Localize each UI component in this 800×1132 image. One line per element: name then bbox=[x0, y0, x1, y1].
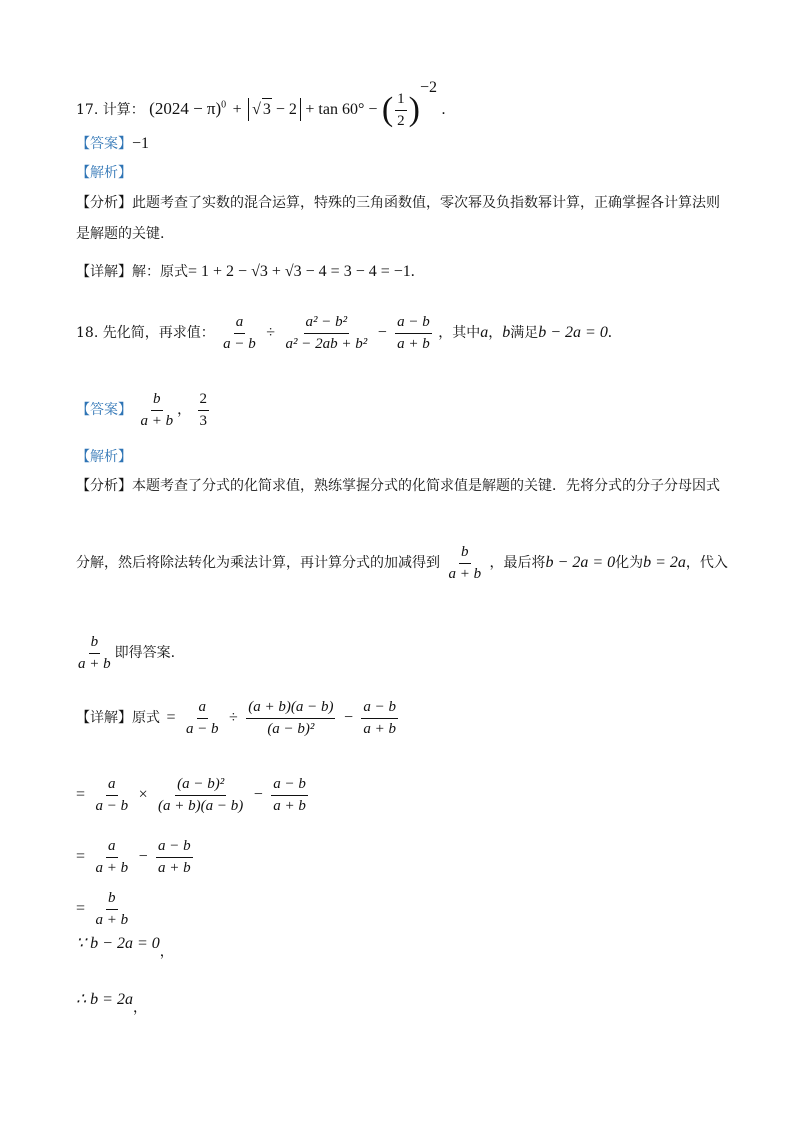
q17-detail: 【详解】解：原式= 1 + 2 − √3 + √3 − 4 = 3 − 4 = −1. bbox=[76, 263, 415, 280]
q18-step3: = $\frac{a}{a + b}$ − $\frac{a - b}{a + b}$ bbox=[76, 837, 191, 876]
q18-analysis-end: $\frac{b}{a + b}$ 即得答案. bbox=[78, 633, 176, 672]
q18-frac3: $\frac{a - b}{a + b}$ bbox=[397, 313, 430, 352]
q17-label: 17. 计算： bbox=[76, 102, 145, 118]
q18-because: ∵ b − 2a = 0， bbox=[76, 935, 174, 960]
q17-plus1: + bbox=[232, 101, 242, 118]
q17-abs: √ 3 − 2 bbox=[248, 98, 301, 121]
q17-analysis-cont: 是解题的关键. bbox=[76, 226, 165, 242]
q17-tan: + tan 60° − bbox=[305, 101, 378, 118]
q18-detail: 【详解】原式 = $\frac{a}{a - b}$ ÷ $\frac{(a + b)(a - b)}{\text{(a − b)²}}$ − $\frac{a - b}{a + b}$ bbox=[76, 698, 397, 737]
q17-answer bbox=[76, 134, 149, 154]
q18-therefore: ∴ b = 2a， bbox=[76, 991, 147, 1016]
q18-frac1: $\frac{a}{a - b}$ bbox=[223, 313, 256, 352]
q17-analysis: 【分析】此题考查了实数的混合运算，特殊的三角函数值，零次幂及负指数幂计算，正确掌握各计算法则 bbox=[76, 195, 720, 211]
q18-answer: 【答案】 $\frac{b}{a + b}$ ， $\frac{2}{3}$ bbox=[76, 390, 208, 429]
q18-step2: = $\frac{a}{a - b}$ × $\frac{\text{(a − b)²}}{(a + b)(a - b)}$ − $\frac{a - b}{a + b}$ bbox=[76, 775, 306, 814]
q17-analysis-tag: 【解析】 bbox=[76, 165, 132, 181]
q17-answer-value: −1 bbox=[132, 135, 150, 152]
q18-line: 18. 先化简，再求值： $\frac{a}{a - b}$ ÷ $\frac{\text{a² − b²}}{\text{a² − 2ab + b²}}$ − $\frac{a - b}{a + b}$ ，其中a，b满足b − 2a = 0. bbox=[76, 313, 612, 352]
answer-tag: 【答案】 bbox=[76, 136, 132, 152]
q17-base: $(2024 - \pi)^0$ bbox=[149, 99, 227, 118]
q18-analysis-tag: 【解析】 bbox=[76, 449, 132, 465]
q18-analysis-cont: 分解，然后将除法转化为乘法计算，再计算分式的加减得到 $\frac{b}{a + b}$ ，最后将b − 2a = 0化为b = 2a，代入 bbox=[76, 543, 728, 582]
q18-answer-frac: $\frac{b}{a + b}$ bbox=[140, 390, 174, 429]
q18-frac2: $\frac{\text{a² − b²}}{\text{a² − 2ab + b²}}$ bbox=[285, 313, 368, 352]
q17-exp: −2 bbox=[419, 79, 438, 96]
q17-half: $\frac{1}{2}$ bbox=[397, 90, 405, 129]
q18-analysis: 【分析】本题考查了分式的化简求值，熟练掌握分式的化简求值是解题的关键．先将分式的分子分母因式 bbox=[76, 478, 720, 494]
q17-line: 17. 计算： $(2024 - \pi)^0$ + √ 3 − 2 + tan 60° − ( $\frac{1}{2}$ )$^{-2}$ . bbox=[76, 79, 446, 129]
q18-label: 18. 先化简，再求值： bbox=[76, 325, 215, 341]
q18-step4: = $\frac{b}{a + b}$ bbox=[76, 889, 129, 928]
q18-answer-frac2: $\frac{2}{3}$ bbox=[199, 390, 208, 429]
